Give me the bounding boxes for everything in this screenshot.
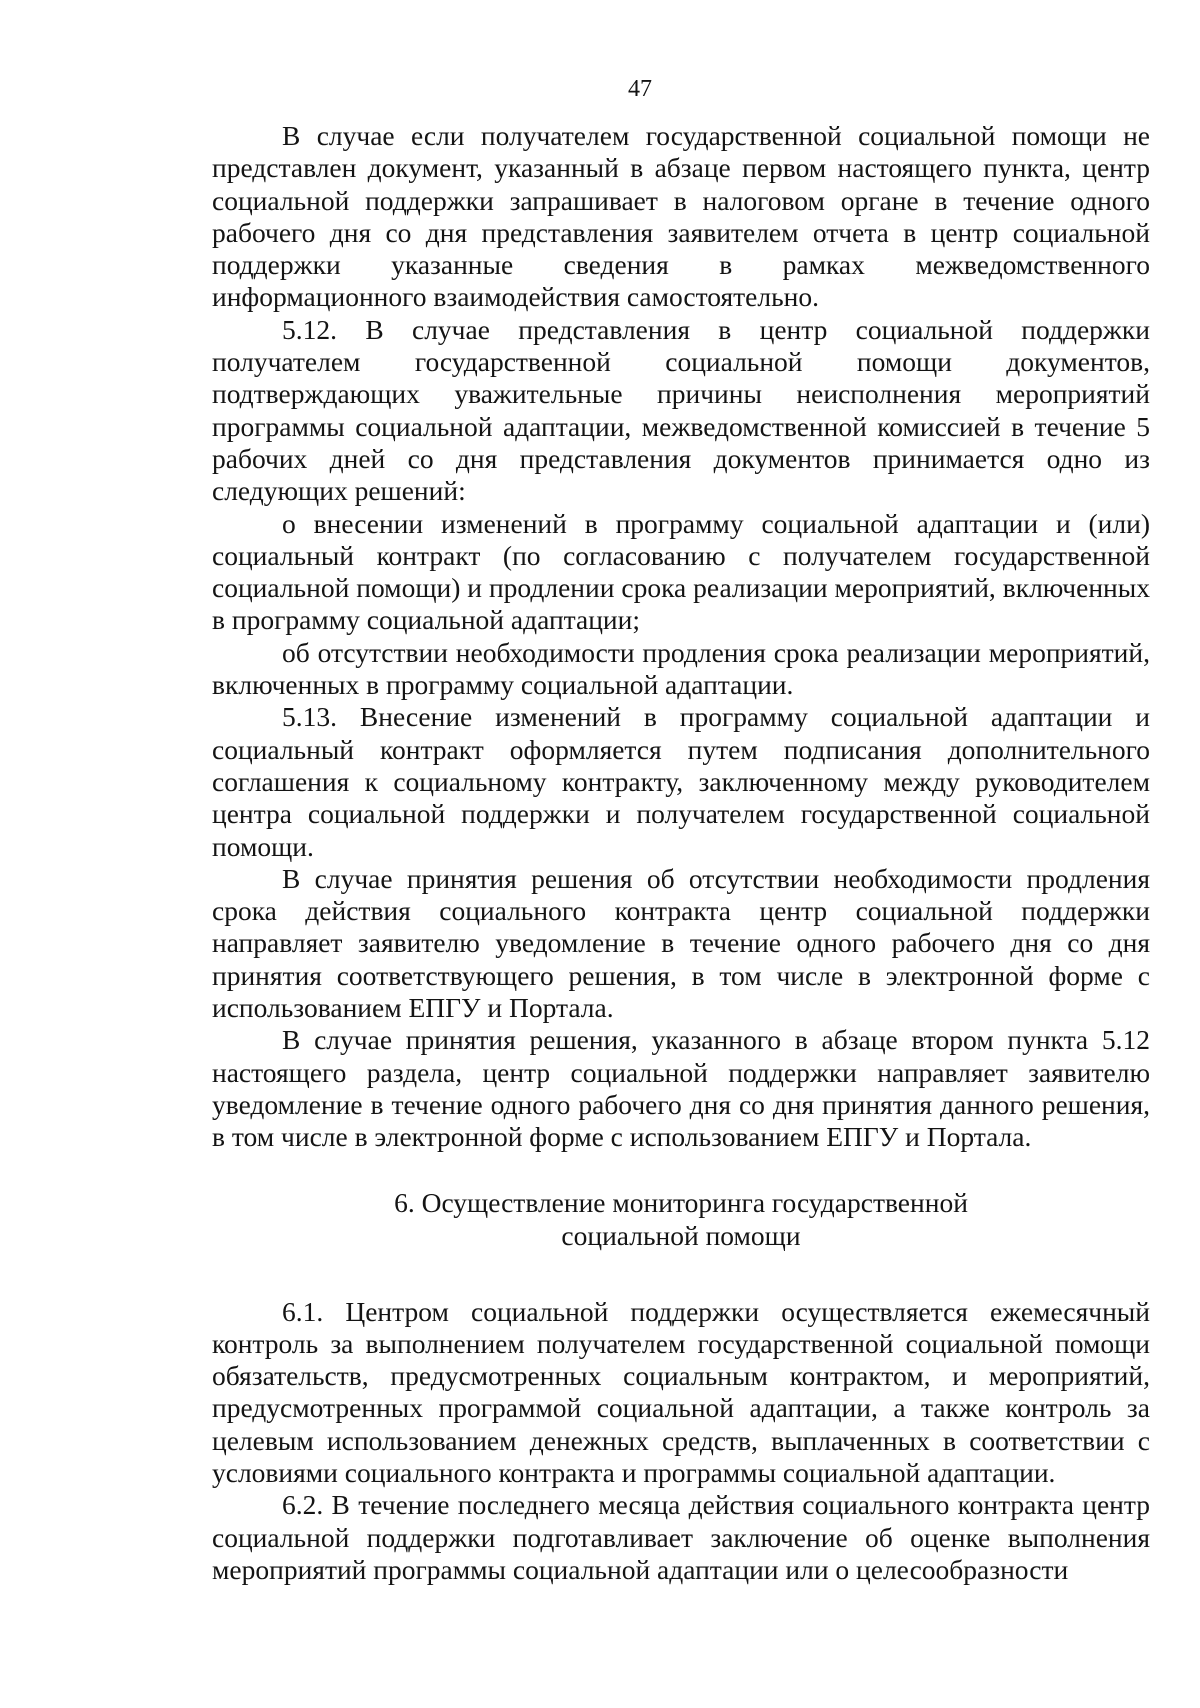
paragraph-notice-no-extension: В случае принятия решения об отсутствии необходимости продления срока действия социального контракта центр социальной поддержки направляет заявителю уведомление в течение одного рабочего дня со дня принятия соответствующего решения, в том числе в электронной форме с использованием ЕПГУ и Портала.	[212, 862, 1150, 1024]
section-heading-line-2: социальной помощи	[561, 1219, 801, 1251]
paragraph-decision-amend: о внесении изменений в программу социальной адаптации и (или) социальный контракт (по согласованию с получателем государственной социальной помощи) и продлении срока реализации мероприятий, включенных в программу социальной адаптации;	[212, 507, 1150, 636]
paragraph-5-12: 5.12. В случае представления в центр социальной поддержки получателем государственной социальной помощи документов, подтверждающих уважительные причины неисполнения мероприятий программы социальной адаптации, межведомственной комиссией в течение 5 рабочих дней со дня представления документов принимается одно из следующих решений:	[212, 313, 1150, 507]
paragraph-decision-no-extension: об отсутствии необходимости продления срока реализации мероприятий, включенных в программу социальной адаптации.	[212, 636, 1150, 701]
section-heading	[212, 1186, 1150, 1252]
paragraph-5-13: 5.13. Внесение изменений в программу социальной адаптации и социальный контракт оформляется путем подписания дополнительного соглашения к социальному контракту, заключенному между руководителем центра социальной поддержки и получателем государственной социальной помощи.	[212, 701, 1150, 862]
paragraph-missing-document: В случае если получателем государственной социальной помощи не представлен документ, указанный в абзаце первом настоящего пункта, центр социальной поддержки запрашивает в налоговом органе в течение одного рабочего дня со дня представления заявителем отчета в центр социальной поддержки указанные сведения в рамках межведомственного информационного взаимодействия самостоятельно.	[212, 120, 1150, 313]
document-body	[212, 120, 1150, 1586]
paragraph-6-2: 6.2. В течение последнего месяца действия социального контракта центр социальной поддержки подготавливает заключение об оценке выполнения мероприятий программы социальной адаптации или о целесообразности	[212, 1489, 1150, 1585]
paragraph-6-1: 6.1. Центром социальной поддержки осуществляется ежемесячный контроль за выполнением получателем государственной социальной помощи обязательств, предусмотренных социальным контрактом, и мероприятий, предусмотренных программой социальной адаптации, а также контроль за целевым использованием денежных средств, выплаченных в соответствии с условиями социального контракта и программы социальной адаптации.	[212, 1295, 1150, 1488]
section-heading-line-1: 6. Осуществление мониторинга государственной	[394, 1186, 968, 1218]
paragraph-notice-decision: В случае принятия решения, указанного в абзаце втором пункта 5.12 настоящего раздела, центр социальной поддержки направляет заявителю уведомление в течение одного рабочего дня со дня принятия данного решения, в том числе в электронной форме с использованием ЕПГУ и Портала.	[212, 1024, 1150, 1153]
page-number: 47	[628, 76, 652, 102]
